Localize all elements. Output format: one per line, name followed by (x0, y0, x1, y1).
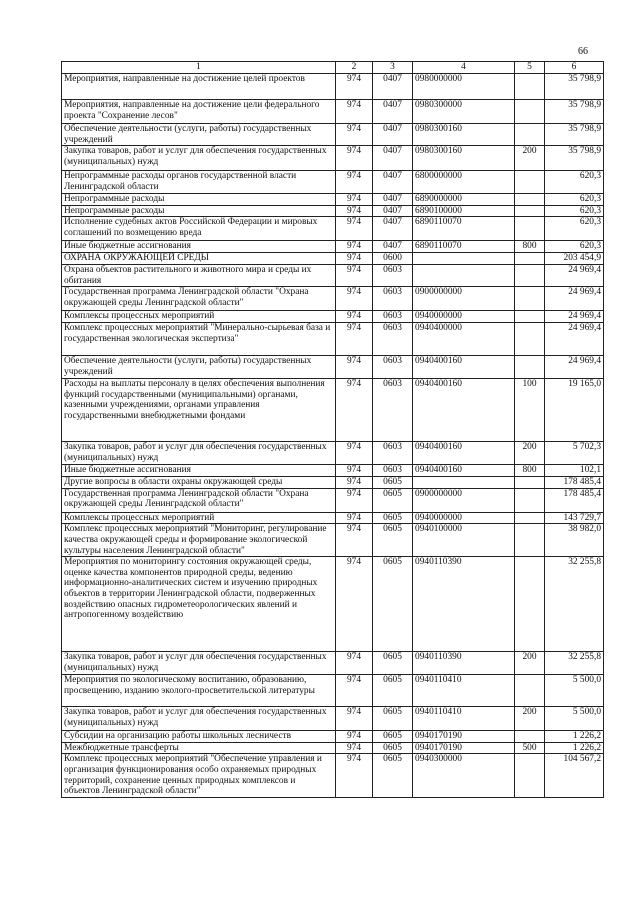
row-grbs-cell: 974 (336, 442, 373, 465)
row-amount-cell: 620,3 (545, 205, 604, 217)
row-name-cell: Межбюджетные трансферты (62, 742, 336, 754)
row-amount-cell: 35 798,9 (545, 124, 604, 146)
table-row (62, 442, 604, 465)
row-amount-cell: 620,3 (545, 194, 604, 206)
row-expense-type-cell: 200 (515, 146, 545, 171)
row-section-cell: 0603 (373, 311, 413, 323)
row-expense-type-cell (515, 512, 545, 524)
row-target-code-cell: 0980000000 (413, 74, 515, 100)
row-name-cell: Непрограммные расходы (62, 194, 336, 206)
row-expense-type-cell (515, 205, 545, 217)
row-grbs-cell: 974 (336, 253, 373, 265)
page-number: 66 (578, 46, 588, 57)
row-target-code-cell: 6800000000 (413, 171, 515, 194)
row-name-cell: Мероприятия по мониторингу состояния окружающей среды, оценке качества компонентов природной среды, ведению информационно-аналитических систем и изучению природных объектов в территории Ленинградской области, подверженных воздействию опасных гидрометеорологических явлений и антропогенному воздействию (62, 557, 336, 652)
row-expense-type-cell (515, 524, 545, 557)
row-expense-type-cell: 200 (515, 442, 545, 465)
row-target-code-cell (413, 253, 515, 265)
row-amount-cell: 35 798,9 (545, 100, 604, 124)
row-grbs-cell: 974 (336, 217, 373, 241)
row-amount-cell: 38 982,0 (545, 524, 604, 557)
row-expense-type-cell (515, 754, 545, 797)
table-row (62, 707, 604, 731)
row-grbs-cell: 974 (336, 557, 373, 652)
row-section-cell: 0603 (373, 356, 413, 379)
row-grbs-cell: 974 (336, 754, 373, 797)
row-grbs-cell: 974 (336, 675, 373, 707)
row-expense-type-cell (515, 488, 545, 512)
row-amount-cell: 203 454,9 (545, 253, 604, 265)
header-row (62, 62, 604, 74)
row-amount-cell: 620,3 (545, 171, 604, 194)
row-amount-cell: 35 798,9 (545, 146, 604, 171)
table-body (62, 74, 604, 798)
row-name-cell: Иные бюджетные ассигнования (62, 465, 336, 477)
row-amount-cell: 104 567,2 (545, 754, 604, 797)
row-name-cell: Обеспечение деятельности (услуги, работы) государственных учреждений (62, 356, 336, 379)
row-amount-cell: 32 255,8 (545, 557, 604, 652)
row-name-cell: Расходы на выплаты персоналу в целях обеспечения выполнения функций государственными (муниципальными) органами, казенными учреждениями, органами управления государственными внебюджетными фондами (62, 379, 336, 442)
row-section-cell: 0407 (373, 124, 413, 146)
row-section-cell: 0605 (373, 742, 413, 754)
row-grbs-cell: 974 (336, 287, 373, 311)
table-row (62, 652, 604, 675)
row-amount-cell: 32 255,8 (545, 652, 604, 675)
row-grbs-cell: 974 (336, 194, 373, 206)
table-row (62, 379, 604, 442)
row-target-code-cell: 0900000000 (413, 287, 515, 311)
row-target-code-cell: 0940110390 (413, 652, 515, 675)
header-cell: 1 (62, 62, 336, 74)
row-name-cell: Непрограммные расходы органов государственной власти Ленинградской области (62, 171, 336, 194)
table-row (62, 217, 604, 241)
row-section-cell: 0605 (373, 731, 413, 743)
row-target-code-cell: 0940110390 (413, 557, 515, 652)
table-row (62, 557, 604, 652)
row-grbs-cell: 974 (336, 512, 373, 524)
row-expense-type-cell (515, 217, 545, 241)
row-name-cell: Непрограммные расходы (62, 205, 336, 217)
row-expense-type-cell (515, 287, 545, 311)
row-amount-cell: 24 969,4 (545, 311, 604, 323)
row-section-cell: 0605 (373, 524, 413, 557)
row-target-code-cell (413, 477, 515, 489)
row-grbs-cell: 974 (336, 100, 373, 124)
row-target-code-cell: 0940110410 (413, 707, 515, 731)
row-grbs-cell: 974 (336, 74, 373, 100)
row-target-code-cell: 6890100000 (413, 205, 515, 217)
row-amount-cell: 178 485,4 (545, 488, 604, 512)
row-target-code-cell: 0940170190 (413, 742, 515, 754)
row-grbs-cell: 974 (336, 465, 373, 477)
row-target-code-cell: 0940400000 (413, 323, 515, 356)
row-name-cell: Комплекс процессных мероприятий "Обеспечение управления и организация функционирования особо охраняемых природных территорий, сохранение ценных природных комплексов и объектов Ленинградской области" (62, 754, 336, 797)
row-section-cell: 0407 (373, 217, 413, 241)
row-expense-type-cell (515, 100, 545, 124)
row-amount-cell: 1 226,2 (545, 731, 604, 743)
row-name-cell: Государственная программа Ленинградской области "Охрана окружающей среды Ленинградской области" (62, 488, 336, 512)
row-grbs-cell: 974 (336, 171, 373, 194)
row-section-cell: 0407 (373, 205, 413, 217)
table-row (62, 465, 604, 477)
row-expense-type-cell (515, 264, 545, 286)
row-name-cell: Другие вопросы в области охраны окружающей среды (62, 477, 336, 489)
row-section-cell: 0605 (373, 557, 413, 652)
row-section-cell: 0605 (373, 754, 413, 797)
table-row (62, 675, 604, 707)
table-row (62, 323, 604, 356)
row-target-code-cell: 0940300000 (413, 754, 515, 797)
row-target-code-cell: 0900000000 (413, 488, 515, 512)
table-row (62, 742, 604, 754)
table-row (62, 146, 604, 171)
table-row (62, 731, 604, 743)
row-expense-type-cell (515, 74, 545, 100)
row-name-cell: Комплексы процессных мероприятий (62, 512, 336, 524)
row-section-cell: 0600 (373, 253, 413, 265)
row-target-code-cell: 0940110410 (413, 675, 515, 707)
row-section-cell: 0605 (373, 488, 413, 512)
row-amount-cell: 143 729,7 (545, 512, 604, 524)
row-grbs-cell: 974 (336, 524, 373, 557)
row-name-cell: Охрана объектов растительного и животного мира и среды их обитания (62, 264, 336, 286)
row-grbs-cell: 974 (336, 205, 373, 217)
row-target-code-cell: 0940400160 (413, 379, 515, 442)
row-amount-cell: 24 969,4 (545, 287, 604, 311)
row-section-cell: 0605 (373, 512, 413, 524)
table-row (62, 512, 604, 524)
row-section-cell: 0407 (373, 194, 413, 206)
row-expense-type-cell (515, 356, 545, 379)
row-grbs-cell: 974 (336, 323, 373, 356)
row-amount-cell: 620,3 (545, 241, 604, 253)
row-section-cell: 0605 (373, 652, 413, 675)
row-expense-type-cell (515, 675, 545, 707)
row-target-code-cell: 0940400160 (413, 356, 515, 379)
row-expense-type-cell: 200 (515, 652, 545, 675)
table-row (62, 356, 604, 379)
table-row (62, 311, 604, 323)
row-section-cell: 0407 (373, 146, 413, 171)
row-amount-cell: 5 702,3 (545, 442, 604, 465)
table-row (62, 74, 604, 100)
row-expense-type-cell (515, 171, 545, 194)
row-section-cell: 0603 (373, 465, 413, 477)
row-target-code-cell: 6890000000 (413, 194, 515, 206)
table-row (62, 205, 604, 217)
header-cell: 2 (336, 62, 373, 74)
row-expense-type-cell: 100 (515, 379, 545, 442)
row-expense-type-cell: 800 (515, 241, 545, 253)
row-name-cell: Мероприятия, направленные на достижение целей проектов (62, 74, 336, 100)
row-expense-type-cell (515, 311, 545, 323)
row-name-cell: Закупка товаров, работ и услуг для обеспечения государственных (муниципальных) нужд (62, 707, 336, 731)
row-section-cell: 0603 (373, 323, 413, 356)
table-row (62, 241, 604, 253)
table-row (62, 754, 604, 797)
row-grbs-cell: 974 (336, 707, 373, 731)
row-expense-type-cell (515, 731, 545, 743)
row-grbs-cell: 974 (336, 311, 373, 323)
row-section-cell: 0603 (373, 264, 413, 286)
header-cell: 6 (545, 62, 604, 74)
table-row (62, 264, 604, 286)
table-row (62, 287, 604, 311)
row-expense-type-cell: 800 (515, 465, 545, 477)
row-section-cell: 0605 (373, 707, 413, 731)
row-target-code-cell: 6890110070 (413, 217, 515, 241)
row-expense-type-cell (515, 253, 545, 265)
row-target-code-cell: 0940400160 (413, 465, 515, 477)
row-target-code-cell: 0940000000 (413, 311, 515, 323)
row-section-cell: 0605 (373, 675, 413, 707)
row-name-cell: Исполнение судебных актов Российской Федерации и мировых соглашений по возмещению вреда (62, 217, 336, 241)
table-row (62, 253, 604, 265)
row-section-cell: 0407 (373, 100, 413, 124)
row-amount-cell: 5 500,0 (545, 675, 604, 707)
row-section-cell: 0407 (373, 171, 413, 194)
row-name-cell: Комплекс процессных мероприятий "Минерально-сырьевая база и государственная экологическая экспертиза" (62, 323, 336, 356)
row-grbs-cell: 974 (336, 488, 373, 512)
row-target-code-cell: 0940000000 (413, 512, 515, 524)
row-name-cell: Мероприятия по экологическому воспитанию, образованию, просвещению, изданию эколого-просветительской литературы (62, 675, 336, 707)
row-grbs-cell: 974 (336, 477, 373, 489)
row-target-code-cell: 0980300160 (413, 146, 515, 171)
row-name-cell: Субсидии на организацию работы школьных лесничеств (62, 731, 336, 743)
row-grbs-cell: 974 (336, 264, 373, 286)
row-name-cell: Закупка товаров, работ и услуг для обеспечения государственных (муниципальных) нужд (62, 442, 336, 465)
row-target-code-cell: 0980300000 (413, 100, 515, 124)
row-target-code-cell: 0940100000 (413, 524, 515, 557)
row-grbs-cell: 974 (336, 379, 373, 442)
row-target-code-cell: 0940400160 (413, 442, 515, 465)
table-header (62, 62, 604, 74)
row-amount-cell: 24 969,4 (545, 264, 604, 286)
budget-table (61, 61, 604, 798)
row-section-cell: 0407 (373, 241, 413, 253)
header-cell: 4 (413, 62, 515, 74)
row-expense-type-cell: 500 (515, 742, 545, 754)
row-target-code-cell: 0980300160 (413, 124, 515, 146)
row-expense-type-cell (515, 124, 545, 146)
row-expense-type-cell: 200 (515, 707, 545, 731)
row-amount-cell: 24 969,4 (545, 323, 604, 356)
row-target-code-cell: 0940170190 (413, 731, 515, 743)
row-section-cell: 0603 (373, 442, 413, 465)
row-amount-cell: 19 165,0 (545, 379, 604, 442)
row-name-cell: Обеспечение деятельности (услуги, работы) государственных учреждений (62, 124, 336, 146)
row-grbs-cell: 974 (336, 742, 373, 754)
table-row (62, 194, 604, 206)
row-amount-cell: 1 226,2 (545, 742, 604, 754)
table-row (62, 488, 604, 512)
row-amount-cell: 620,3 (545, 217, 604, 241)
row-expense-type-cell (515, 557, 545, 652)
row-section-cell: 0407 (373, 74, 413, 100)
row-amount-cell: 102,1 (545, 465, 604, 477)
row-amount-cell: 5 500,0 (545, 707, 604, 731)
row-name-cell: Мероприятия, направленные на достижение цели федерального проекта "Сохранение лесов" (62, 100, 336, 124)
row-name-cell: Комплекс процессных мероприятий "Мониторинг, регулирование качества окружающей среды и формирование экологической культуры населения Ленинградской области" (62, 524, 336, 557)
row-grbs-cell: 974 (336, 731, 373, 743)
row-name-cell: Закупка товаров, работ и услуг для обеспечения государственных (муниципальных) нужд (62, 146, 336, 171)
table-row (62, 100, 604, 124)
row-section-cell: 0603 (373, 287, 413, 311)
table-row (62, 124, 604, 146)
row-target-code-cell (413, 264, 515, 286)
row-target-code-cell: 6890110070 (413, 241, 515, 253)
table-row (62, 171, 604, 194)
row-expense-type-cell (515, 477, 545, 489)
row-grbs-cell: 974 (336, 356, 373, 379)
table-row (62, 477, 604, 489)
row-grbs-cell: 974 (336, 124, 373, 146)
row-name-cell: Закупка товаров, работ и услуг для обеспечения государственных (муниципальных) нужд (62, 652, 336, 675)
row-section-cell: 0603 (373, 379, 413, 442)
row-amount-cell: 24 969,4 (545, 356, 604, 379)
row-name-cell: ОХРАНА ОКРУЖАЮЩЕЙ СРЕДЫ (62, 253, 336, 265)
row-grbs-cell: 974 (336, 652, 373, 675)
row-name-cell: Иные бюджетные ассигнования (62, 241, 336, 253)
table-row (62, 524, 604, 557)
row-grbs-cell: 974 (336, 241, 373, 253)
header-cell: 3 (373, 62, 413, 74)
row-amount-cell: 35 798,9 (545, 74, 604, 100)
row-amount-cell: 178 485,4 (545, 477, 604, 489)
row-expense-type-cell (515, 323, 545, 356)
row-name-cell: Государственная программа Ленинградской области "Охрана окружающей среды Ленинградской области" (62, 287, 336, 311)
header-cell: 5 (515, 62, 545, 74)
row-section-cell: 0605 (373, 477, 413, 489)
row-expense-type-cell (515, 194, 545, 206)
row-grbs-cell: 974 (336, 146, 373, 171)
row-name-cell: Комплексы процессных мероприятий (62, 311, 336, 323)
